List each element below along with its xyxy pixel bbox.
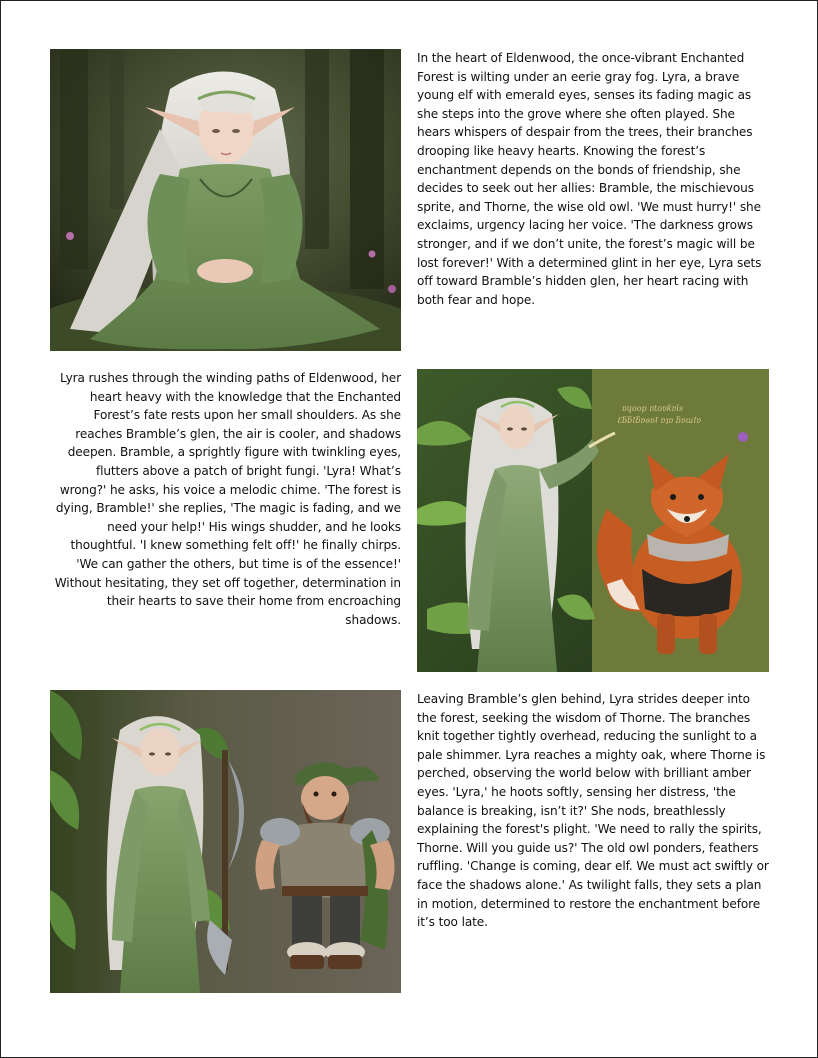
- elf-and-dwarf-illustration: [50, 690, 401, 993]
- story-paragraph-3: Leaving Bramble’s glen behind, Lyra strides deeper into the forest, seeking the wisdom of Thorne. The branches knit together tightly overhead, reducing the sunlight to a pale shimmer. Lyra reaches a mighty oak, where Thorne is perched, observing the world below with brilliant amber eyes. 'Lyra,' he hoots softly, sensing her distress, 'the balance is breaking, isn’t it?' She nods, breathlessly explaining the forest's plight. 'We need to rally the spirits, Thorne. Will you guide us?' The old owl ponders, feathers ruffling. 'Change is coming, dear elf. We must act swiftly or face the shadows alone.' As twilight falls, they sets a plan in motion, determined to restore the enchantment before it’s too late.: [417, 692, 769, 930]
- story-paragraph-1: In the heart of Eldenwood, the once-vibrant Enchanted Forest is wilting under an eerie gray fog. Lyra, a brave young elf with emerald eyes, senses its fading magic as she steps into the grove where she often played. She hears whispers of despair from the trees, their branches drooping like heavy hearts. Knowing the forest’s enchantment depends on the bonds of friendship, she decides to seek out her allies: Bramble, the mischievous sprite, and Thorne, the wise old owl. 'We must hurry!' she exclaims, urgency lacing her voice. 'The darkness grows stronger, and if we don’t unite, the forest’s magic will be lost forever!' With a determined glint in her eye, Lyra sets off toward Bramble’s hidden glen, her heart racing with both fear and hope.: [417, 51, 762, 307]
- caption-glyph-line-1: ɐɥoop ɐtoɐƙɐls: [622, 404, 684, 413]
- story-paragraph-2: Lyra rushes through the winding paths of Eldenwood, her heart heavy with the knowledge that the Enchanted Forest’s fate rests upon her small shoulders. As she reaches Bramble’s glen, the air is cooler, and shadows deepen. Bramble, a sprightly figure with twinkling eyes, flutters above a patch of bright fungi. 'Lyra! What’s wrong?' he asks, his voice a melodic chime. 'The forest is dying, Bramble!' she replies, 'The magic is fading, and we need your help!' His wings shudder, and he looks thoughtful. 'I knew something felt off!' he finally chirps. 'We can gather the others, but time is of the essence!' Without hesitating, they set off together, determination in their hearts to save their home from encroaching shadows.: [54, 371, 401, 627]
- elf-and-fox-illustration: [417, 369, 769, 672]
- elf-forest-illustration: [50, 49, 401, 351]
- caption-glyph-line-2: ƐƃƃƖƃɐǝɐƖ ɐʇɐ ƃɐɯƖɐ: [617, 416, 702, 425]
